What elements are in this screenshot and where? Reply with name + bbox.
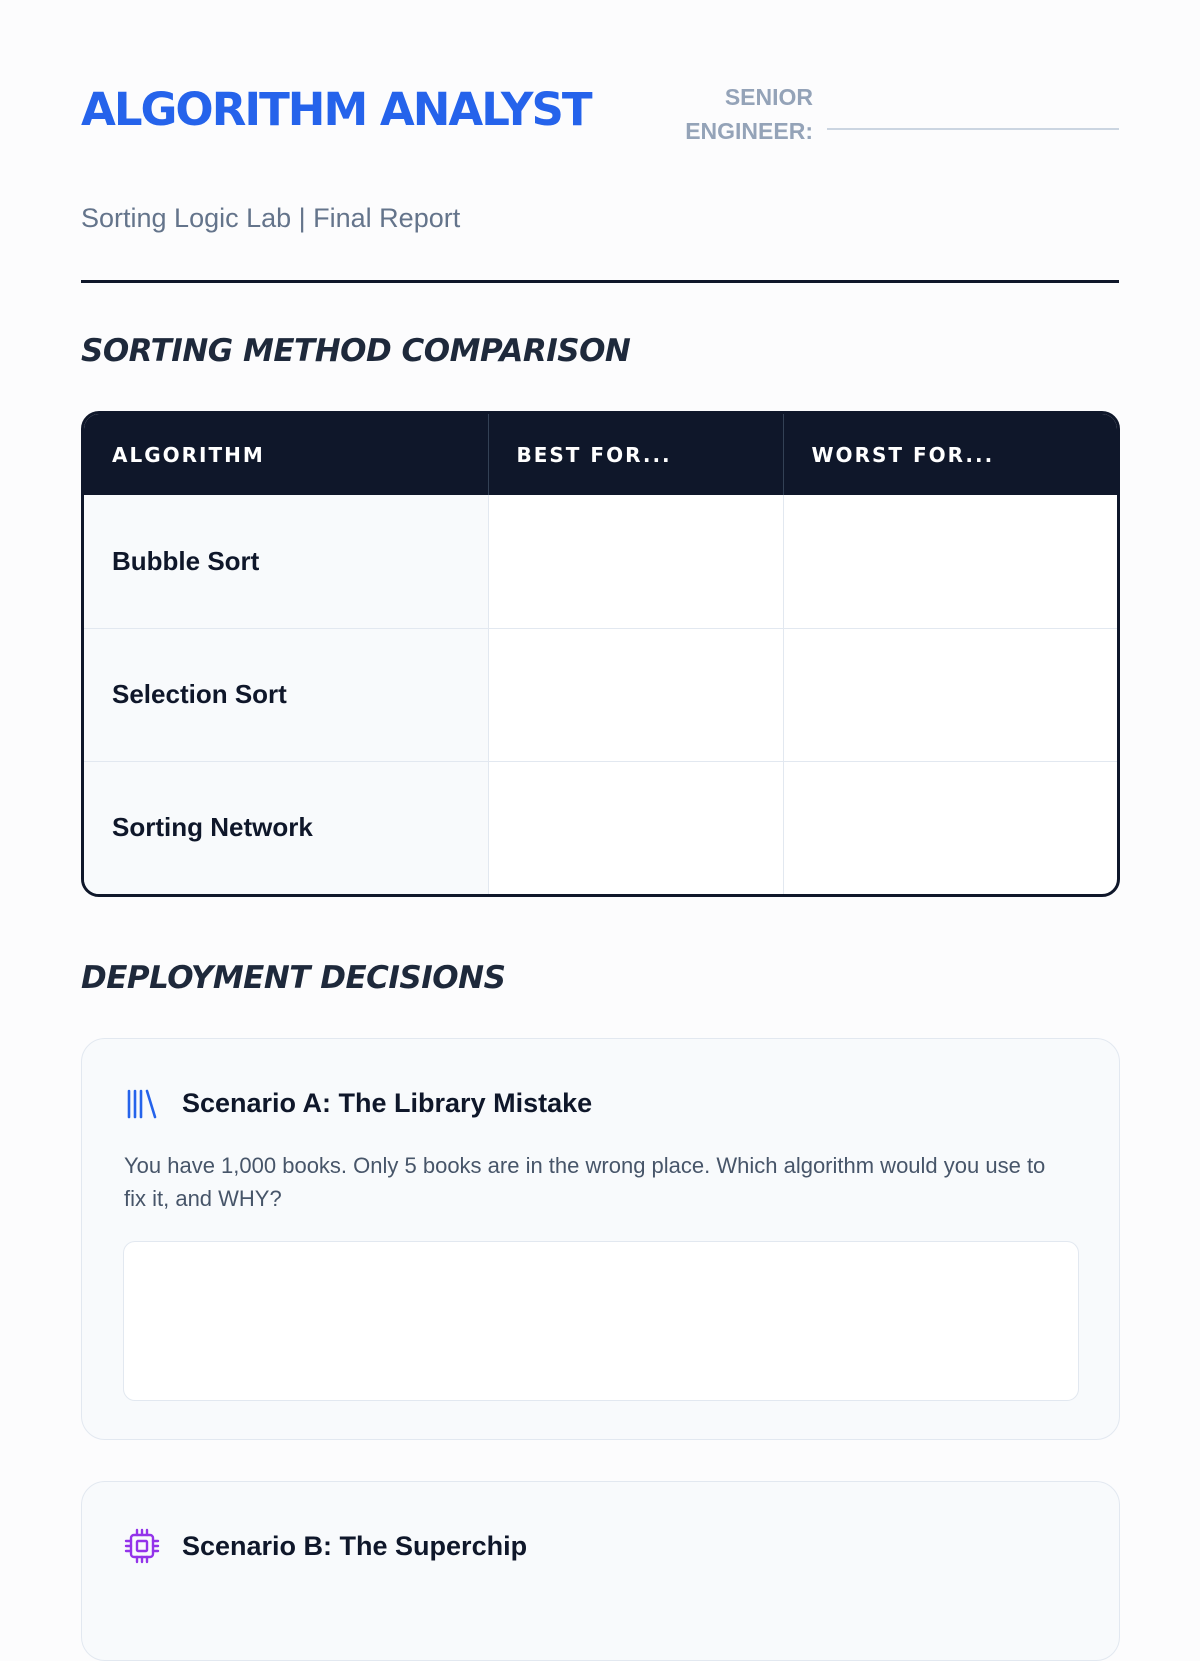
page-header — [81, 0, 1119, 283]
algorithm-name-cell: Selection Sort — [84, 628, 488, 761]
column-header-best-for: BEST FOR... — [488, 414, 783, 495]
best-for-cell[interactable] — [488, 761, 783, 894]
best-for-cell[interactable] — [488, 495, 783, 628]
worst-for-cell[interactable] — [783, 495, 1117, 628]
scenario-answer-box[interactable] — [123, 1241, 1079, 1401]
name-field-group — [679, 80, 1119, 150]
page-subtitle: Sorting Logic Lab | Final Report — [81, 203, 461, 233]
page-title: ALGORITHM ANALYST — [81, 83, 591, 136]
table-header-row — [84, 414, 1117, 495]
name-field-line[interactable] — [827, 128, 1119, 130]
deployment-section-title: DEPLOYMENT DECISIONS — [81, 960, 506, 996]
algorithm-name-cell: Sorting Network — [84, 761, 488, 894]
scenario-title: Scenario B: The Superchip — [182, 1530, 528, 1561]
table-row — [84, 628, 1117, 761]
worst-for-cell[interactable] — [783, 761, 1117, 894]
column-header-algorithm: ALGORITHM — [84, 414, 488, 495]
algorithm-name-cell: Bubble Sort — [84, 495, 488, 628]
scenario-title: Scenario A: The Library Mistake — [182, 1087, 593, 1118]
name-field-label: SENIOR ENGINEER: — [685, 84, 813, 144]
best-for-cell[interactable] — [488, 628, 783, 761]
worst-for-cell[interactable] — [783, 628, 1117, 761]
comparison-table — [81, 411, 1120, 897]
chip-icon — [124, 1528, 160, 1564]
scenario-prompt: You have 1,000 books. Only 5 books are in the wrong place. Which algorithm would you use to fix it, and WHY? — [124, 1153, 1046, 1211]
comparison-section-title: SORTING METHOD COMPARISON — [81, 333, 631, 369]
books-icon — [124, 1085, 160, 1121]
table-row — [84, 495, 1117, 628]
column-header-worst-for: WORST FOR... — [783, 414, 1117, 495]
scenario-card-a — [81, 1038, 1120, 1440]
scenario-card-b — [81, 1481, 1120, 1661]
table-row — [84, 761, 1117, 894]
scenario-card-header — [124, 1083, 592, 1123]
scenario-card-header — [124, 1526, 527, 1566]
